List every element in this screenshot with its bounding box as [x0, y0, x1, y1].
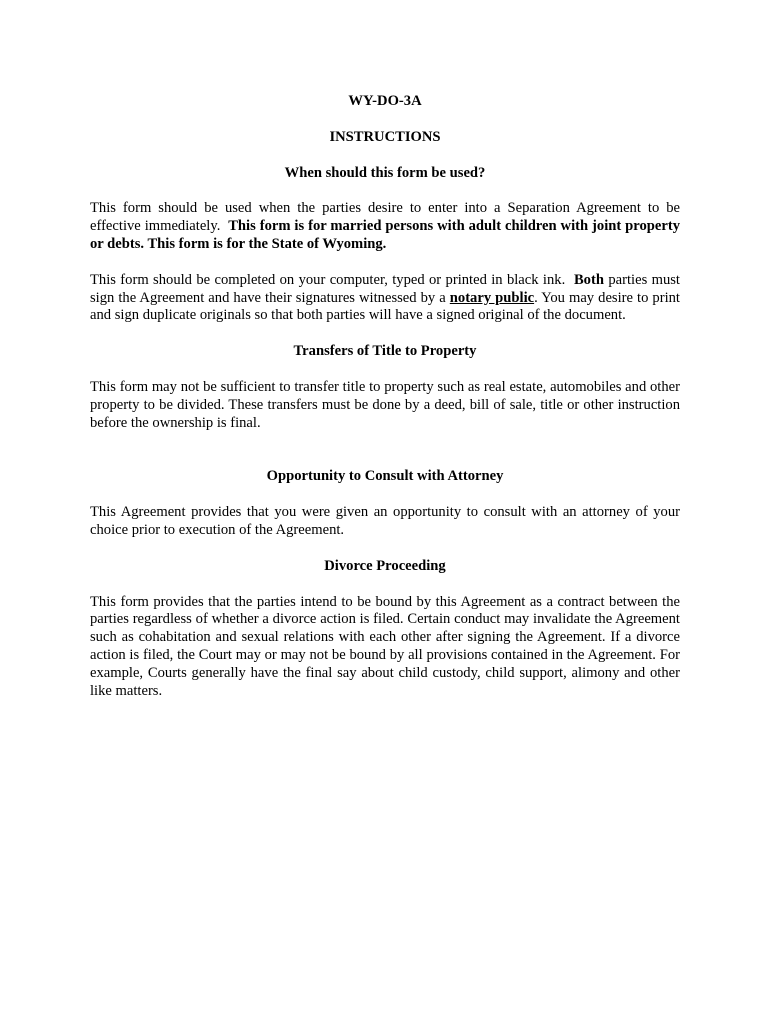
paragraph-when-2 [90, 272, 680, 325]
document-page [90, 93, 680, 700]
section-title-when: When should this form be used? [284, 164, 486, 181]
form-code: WY-DO-3A [348, 93, 422, 109]
paragraph-when-1-text: This form should be used when the parties desire to enter into a Separation Agreement to be effective immediately. [90, 200, 680, 235]
paragraph-divorce: This form provides that the parties intend to be bound by this Agreement as a contract between the parties regardless of whether a divorce action is filed. Certain conduct may invalidate the Agreement such as cohabitation and sexual relations with each other after signing the Agreement. If a divorce action is filed, the Court may or may not be bound by all provisions contained in the Agreement. For example, Courts generally have the final say about child custody, child support, alimony and other like matters. [90, 593, 680, 699]
paragraph-when-2-b: parties must sign the Agreement and have their signatures witnessed by a [90, 271, 680, 306]
section-title-transfers: Transfers of Title to Property [293, 343, 477, 360]
paragraph-attorney: This Agreement provides that you were given an opportunity to consult with an attorney of your choice prior to execution of the Agreement. [90, 504, 680, 538]
paragraph-when-2-a: This form should be completed on your computer, typed or printed in black ink. [90, 271, 566, 288]
paragraph-when-1 [90, 200, 680, 253]
notary-public-link[interactable]: notary public [449, 289, 535, 306]
paragraph-transfers: This form may not be sufficient to transfer title to property such as real estate, automobiles and other property to be divided. These transfers must be done by a deed, bill of sale, title or other instruction before the ownership is final. [90, 378, 680, 431]
paragraph-when-2-bold: Both [573, 271, 604, 288]
section-title-attorney: Opportunity to Consult with Attorney [266, 468, 504, 485]
paragraph-when-1-bold: This form is for married persons with adult children with joint property or debts. This form is for the State of Wyoming. [90, 218, 681, 252]
page-heading: INSTRUCTIONS [329, 128, 441, 145]
section-title-divorce: Divorce Proceeding [324, 557, 446, 574]
paragraph-when-2-c: . You may desire to print and sign duplicate originals so that both parties will have a signed original of the document. [90, 289, 680, 324]
